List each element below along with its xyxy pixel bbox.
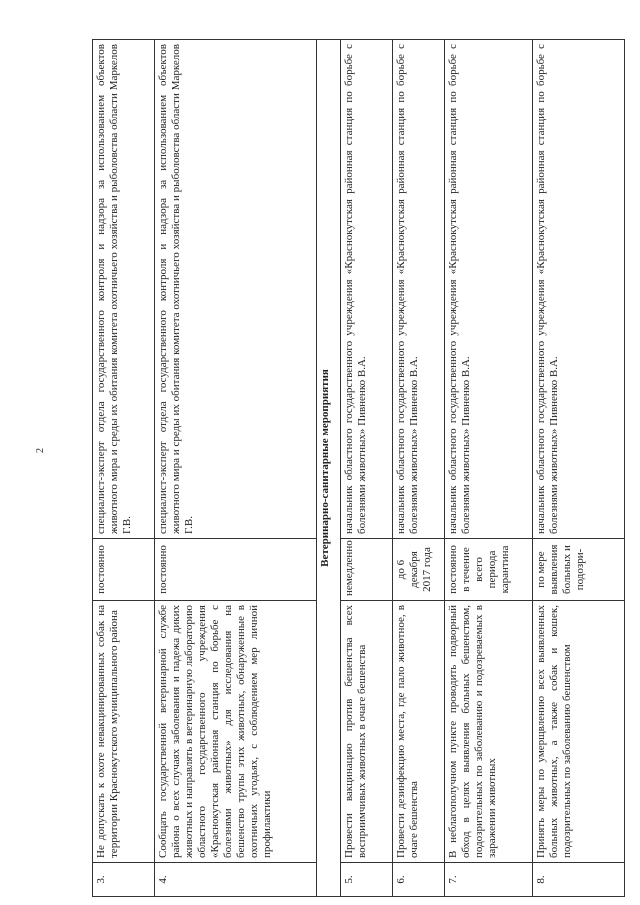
responsible-text: специалист-эксперт отдела государственного контроля и надзора за использованием объектов животного мира и среды их обитания комитета охотничьего хозяйства и рыболовства области Маркелов Г.В. — [155, 40, 317, 539]
rotated-content — [92, 40, 624, 897]
row-number: 5. — [341, 863, 393, 897]
deadline-text: до 6 декабря 2017 года — [393, 539, 445, 601]
deadline-text: постоянно в течение всего периода карантина — [445, 539, 533, 601]
responsible-text: начальник областного государственного учреждения «Краснокутская районная станция по борьбе с болезнями животных» Пивненко В.А. — [533, 40, 625, 539]
row-number: 4. — [155, 863, 317, 897]
responsible-text: начальник областного государственного учреждения «Краснокутская районная станция по борьбе с болезнями животных» Пивненко В.А. — [393, 40, 445, 539]
section-title: Ветеринарно-санитарные мероприятия — [317, 40, 341, 897]
row-number: 8. — [533, 863, 625, 897]
measure-text: Провести вакцинацию против бешенства всех восприимчивых животных в очаге бешенства — [341, 601, 393, 863]
page-number: 2 — [35, 448, 46, 453]
measure-text: Сообщать государственной ветеринарной службе района о всех случаях заболевания и падежа диких животных и направлять в ветеринарную лабораторию областного государственного учреждения «Краснокутская районная станция по борьбе с болезнями животных» для исследования на бешенство трупы этих животных, обнаруженные в охотничьих угодьях, с соблюдением мер личной профилактики — [155, 601, 317, 863]
deadline-text: постоянно — [93, 539, 155, 601]
document-sheet — [92, 40, 624, 897]
table-row — [533, 40, 625, 897]
deadline-text: по мере выявления больных и подозри- — [533, 539, 625, 601]
responsible-text: начальник областного государственного учреждения «Краснокутская районная станция по борьбе с болезнями животных» Пивненко В.А. — [445, 40, 533, 539]
row-number: 6. — [393, 863, 445, 897]
measure-text: В неблагополучном пункте проводить подворный обход в целях выявления больных бешенством, подозрительных по заболеванию и подозреваемых в заражении животных — [445, 601, 533, 863]
measures-table — [92, 39, 625, 897]
deadline-text: постоянно — [155, 539, 317, 601]
deadline-text: немедленно — [341, 539, 393, 601]
row-number: 7. — [445, 863, 533, 897]
measure-text: Провести дезинфекцию места, где пало животное, в очаге бешенства — [393, 601, 445, 863]
measure-text: Не допускать к охоте невакцинированных собак на территории Краснокутского муниципального района — [93, 601, 155, 863]
responsible-text: начальник областного государственного учреждения «Краснокутская районная станция по борьбе с болезнями животных» Пивненко В.А. — [341, 40, 393, 539]
table-row — [445, 40, 533, 897]
table-row — [93, 40, 155, 897]
row-number: 3. — [93, 863, 155, 897]
responsible-text: специалист-эксперт отдела государственного контроля и надзора за использованием объектов животного мира и среды их обитания комитета охотничьего хозяйства и рыболовства области Маркелов Г.В. — [93, 40, 155, 539]
measure-text: Принять меры по умерщвлению всех выявленных больных животных, а также собак и кошек, подозрительных по заболеванию бешенством — [533, 601, 625, 863]
table-row — [341, 40, 393, 897]
section-row — [317, 40, 341, 897]
table-row — [393, 40, 445, 897]
table-row — [155, 40, 317, 897]
